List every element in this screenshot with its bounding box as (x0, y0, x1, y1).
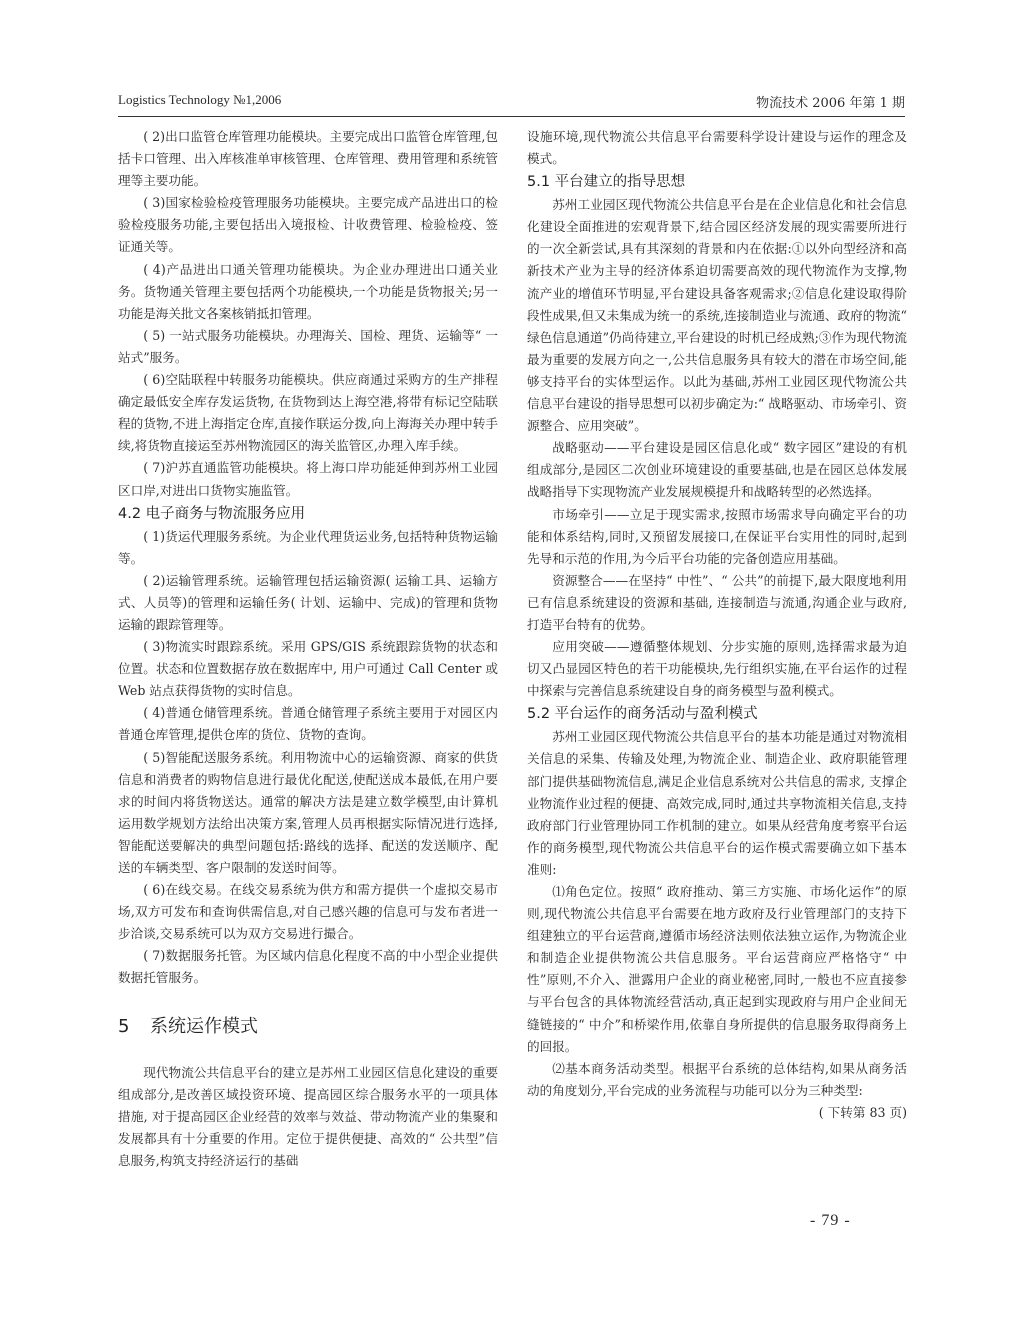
paragraph: 战略驱动——平台建设是园区信息化或“ 数字园区”建设的有机组成部分,是园区二次创业环境建设的重要基础,也是在园区总体发展战略指导下实现物流产业发展规模提升和战略转型的必然选择。 (527, 440, 907, 500)
header-rule (118, 116, 905, 117)
paragraph: 苏州工业园区现代物流公共信息平台的基本功能是通过对物流相关信息的采集、传输及处理,为物流企业、制造企业、政府职能管理部门提供基础物流信息,满足企业信息系统对公共信息的需求, 支撑企业物流作业过程的便捷、高效完成,同时,通过共享物流相关信息,支持政府部门行业管理协同工作机制的建立。如果从经营角度考察平台运作的商务模型,现代物流公共信息平台的运作模式需要确立如下基本准则: (527, 729, 907, 877)
paragraph: ( 5) 一站式服务功能模块。办理海关、国检、理货、运输等“ 一站式”服务。 (118, 327, 498, 365)
paragraph: ( 7)沪苏直通监管功能模块。将上海口岸功能延伸到苏州工业园区口岸,对进出口货物实施监管。 (118, 460, 498, 498)
running-header-left: Logistics Technology №1,2006 (118, 92, 282, 107)
paragraph: ( 2)运输管理系统。运输管理包括运输资源( 运输工具、运输方式、人员等)的管理和运输任务( 计划、运输中、完成)的管理和货物运输的跟踪管理等。 (118, 572, 498, 632)
left-column (118, 126, 498, 1172)
paragraph: ( 6)在线交易。在线交易系统为供方和需方提供一个虚拟交易市场,双方可发布和查询供需信息,对自己感兴趣的信息可与发布者进一步洽谈,交易系统可以为双方交易进行撮合。 (118, 882, 498, 942)
section-title: 系统运作模式 (150, 1015, 258, 1037)
running-header-right: 物流技术 2006 年第 1 期 (756, 96, 905, 111)
paragraph: ( 7)数据服务托管。为区域内信息化程度不高的中小型企业提供数据托管服务。 (118, 948, 498, 986)
paragraph: ( 4)产品进出口通关管理功能模块。为企业办理进出口通关业务。货物通关管理主要包括两个功能模块,一个功能是货物报关;另一功能是海关批文各案核销抵扣管理。 (118, 261, 498, 321)
paragraph: 应用突破——遵循整体规划、分步实施的原则,选择需求最为迫切又凸显园区特色的若干功能模块,先行组织实施,在平台运作的过程中探索与完善信息系统建设自身的商务模型与盈利模式。 (527, 639, 907, 699)
subsection-heading-4-2: 4.2 电子商务与物流服务应用 (118, 505, 306, 522)
paragraph: 市场牵引——立足于现实需求,按照市场需求导向确定平台的功能和体系结构,同时,又预留发展接口,在保证平台实用性的同时,起到先导和示范的作用,为今后平台功能的完备创造应用基础。 (527, 506, 907, 566)
paragraph: ⑴角色定位。按照“ 政府推动、第三方实施、市场化运作”的原则,现代物流公共信息平台需要在地方政府及行业管理部门的支持下组建独立的平台运营商,遵循市场经济法则依法独立运作,为物流企业和制造企业提供物流公共信息服务。平台运营商应严格恪守“ 中性”原则,不介入、泄露用户企业的商业秘密,同时,一般也不应直接参与平台包含的具体物流经营活动,真正起到实现政府与用户企业间无缝链接的“ 中介”和桥梁作用,依靠自身所提供的信息服务取得商务上的回报。 (527, 884, 907, 1054)
paragraph: ( 5)智能配送服务系统。利用物流中心的运输资源、商家的供货信息和消费者的购物信息进行最优化配送,使配送成本最低,在用户要求的时间内将货物送达。通常的解决方法是建立数学模型,由计算机运用数学规划方法给出决策方案,管理人员再根据实际情况进行选择,智能配送要解决的典型问题包括:路线的选择、配送的发送顺序、配送的车辆类型、客户限制的发送时间等。 (118, 749, 498, 875)
paragraph: ( 4)普通仓储管理系统。普通仓储管理子系统主要用于对园区内普通仓库管理,提供仓库的货位、货物的查询。 (118, 705, 498, 743)
subsection-heading-5-2: 5.2 平台运作的商务活动与盈利模式 (527, 706, 758, 723)
paragraph: ( 6)空陆联程中转服务功能模块。供应商通过采购方的生产排程确定最低安全库存发运货物, 在货物到达上海空港,将带有标记空陆联程的货物,不进上海指定仓库,直接作联运分拨,向上海海关办理中转手续,将货物直接运至苏州物流园区的海关监管区,办理入库手续。 (118, 372, 498, 454)
page-number: - 79 - (810, 1212, 851, 1229)
paragraph: 设施环境,现代物流公共信息平台需要科学设计建设与运作的理念及模式。 (527, 129, 907, 167)
right-column (527, 126, 907, 1124)
paragraph: ( 2)出口监管仓库管理功能模块。主要完成出口监管仓库管理,包括卡口管理、出入库核准单审核管理、仓库管理、费用管理和系统管理等主要功能。 (118, 129, 498, 189)
paragraph: ⑵基本商务活动类型。根据平台系统的总体结构,如果从商务活动的角度划分,平台完成的业务流程与功能可以分为三种类型: (527, 1060, 907, 1098)
paragraph: 现代物流公共信息平台的建立是苏州工业园区信息化建设的重要组成部分,是改善区域投资环境、提高园区综合服务水平的一项具体措施, 对于提高园区企业经营的效率与效益、带动物流产业的集聚和发展都具有十分重要的作用。定位于提供便捷、高效的“ 公共型”信息服务,构筑支持经济运行的基础 (118, 1064, 498, 1168)
section-number: 5 (118, 1015, 130, 1037)
subsection-heading-5-1: 5.1 平台建立的指导思想 (527, 174, 686, 191)
paragraph: ( 3)物流实时跟踪系统。采用 GPS/GIS 系统跟踪货物的状态和位置。状态和位置数据存放在数据库中, 用户可通过 Call Center 或 Web 站点获得货物的实时信息。 (118, 639, 498, 699)
paragraph: ( 3)国家检验检疫管理服务功能模块。主要完成产品进出口的检验检疫服务功能,主要包括出入境报检、计收费管理、检验检疫、签证通关等。 (118, 195, 498, 255)
continued-note: ( 下转第 83 页) (818, 1104, 907, 1120)
paragraph: 苏州工业园区现代物流公共信息平台是在企业信息化和社会信息化建设全面推进的宏观背景下,结合园区经济发展的现实需要所进行的一次全新尝试,具有其深刻的背景和内在依据:①以外向型经济和高新技术产业为主导的经济体系迫切需要高效的现代物流作为支撑,物流产业的增值环节明显,平台建设具备客观需求;②信息化建设取得阶段性成果,但又未集成为统一的系统,连接制造业与流通、政府的物流“ 绿色信息通道”仍尚待建立,平台建设的时机已经成熟;③作为现代物流最为重要的发展方向之一,公共信息服务具有较大的潜在市场空间,能够支持平台的实体型运作。以此为基础,苏州工业园区现代物流公共信息平台建设的指导思想可以初步确定为:“ 战略驱动、市场牵引、资源整合、应用突破”。 (527, 197, 907, 434)
section-heading-5 (118, 1012, 498, 1042)
paragraph: ( 1)货运代理服务系统。为企业代理货运业务,包括特种货物运输等。 (118, 528, 498, 566)
paragraph: 资源整合——在坚持“ 中性”、“ 公共”的前提下,最大限度地利用已有信息系统建设的资源和基础, 连接制造与流通,沟通企业与政府,打造平台特有的优势。 (527, 572, 907, 632)
